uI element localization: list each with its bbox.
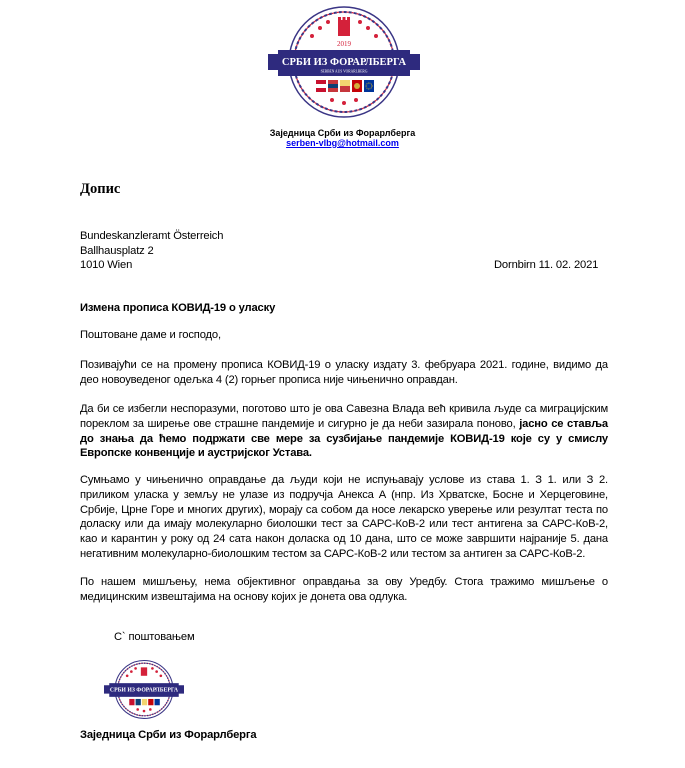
paragraph-1: Позивајући се на промену прописа КОВИД-19 о уласку издату 3. фебруара 2021. године, видимо да део новоуведеног одељка 4 (2) горњег прописа није чињенично оправдан.: [80, 359, 608, 386]
signature-logo: [104, 657, 184, 723]
paragraph-4: По нашем мишљењу, нема објективног оправдања за ову Уредбу. Стога тражимо мишљење о медицинским извештајима на основу којих је донета ова одлука.: [80, 576, 608, 603]
document-title: Допис: [80, 181, 121, 197]
organization-name: Заједница Срби из Форарлберга: [269, 128, 416, 138]
recipient-line-2: Ballhausplatz 2: [80, 244, 154, 257]
paragraph-2: [80, 402, 608, 461]
organization-email: [0, 138, 685, 148]
logo-year: 2019: [337, 40, 351, 48]
flag-shields: [316, 80, 374, 92]
salutation: Поштоване даме и господо,: [80, 329, 221, 341]
email-link[interactable]: serben-vlbg@hotmail.com: [286, 138, 399, 148]
organization-logo: [268, 2, 420, 124]
closing: С` поштовањем: [114, 631, 195, 643]
logo-emblem: [268, 7, 420, 117]
recipient-address: [80, 229, 223, 273]
signature-logo-title: СРБИ ИЗ ФОРАРЛБЕРГА: [109, 687, 179, 694]
recipient-line-3: 1010 Wien: [80, 259, 133, 272]
place-date: Dornbirn 11. 02. 2021: [494, 259, 599, 271]
signature: Заједница Срби из Форарлберга: [80, 729, 257, 741]
recipient-line-1: Bundeskanzleramt Österreich: [80, 230, 224, 242]
castle-icon: [338, 20, 350, 36]
paragraph-2-regular: Да би се избегли неспоразуми, поготово што је ова Савезна Влада већ кривила људе са миграцијским пореклом за ширење ове страшне пандемије и сигурно је да неби зазирала поново,: [80, 403, 608, 430]
logo-banner-title: СРБИ ИЗ ФОРАРЛБЕРГА: [281, 57, 407, 68]
subject-line: Измена прописа КОВИД-19 о уласку: [80, 302, 276, 314]
paragraph-2-bold: јасно се ставља до знања да ћемо подржати све мере за сузбијање пандемије КОВИД-19 које су у смислу Европске конвенције и аустријског Устава.: [80, 417, 608, 460]
paragraph-3: Сумњамо у чињенично оправдање да људи који не испуњавају услове из става 1. З 1. или З 2. приликом уласка у земљу не улазе из подручја Анекса А (нпр. Из Хрватске, Босне и Херцеговине, Србије, Црне Горе и многих других), морају са собом да носе лекарско уверење или резултат теста по доласку или да имају молекуларно биолошки тест за САРС-КоВ-2 или тест антигена за САРС-КоВ-2, као и карантин у року од 24 сата након доласка од 10 дана, што се може завршити најраније 5. дана негативним молекуларно-биолошким тестом за САРС-КоВ-2 или тестом за антиген за САРС-КоВ-2.: [80, 474, 608, 560]
logo-banner-subtitle: SERBEN AUS VORARLBERG: [320, 69, 368, 74]
